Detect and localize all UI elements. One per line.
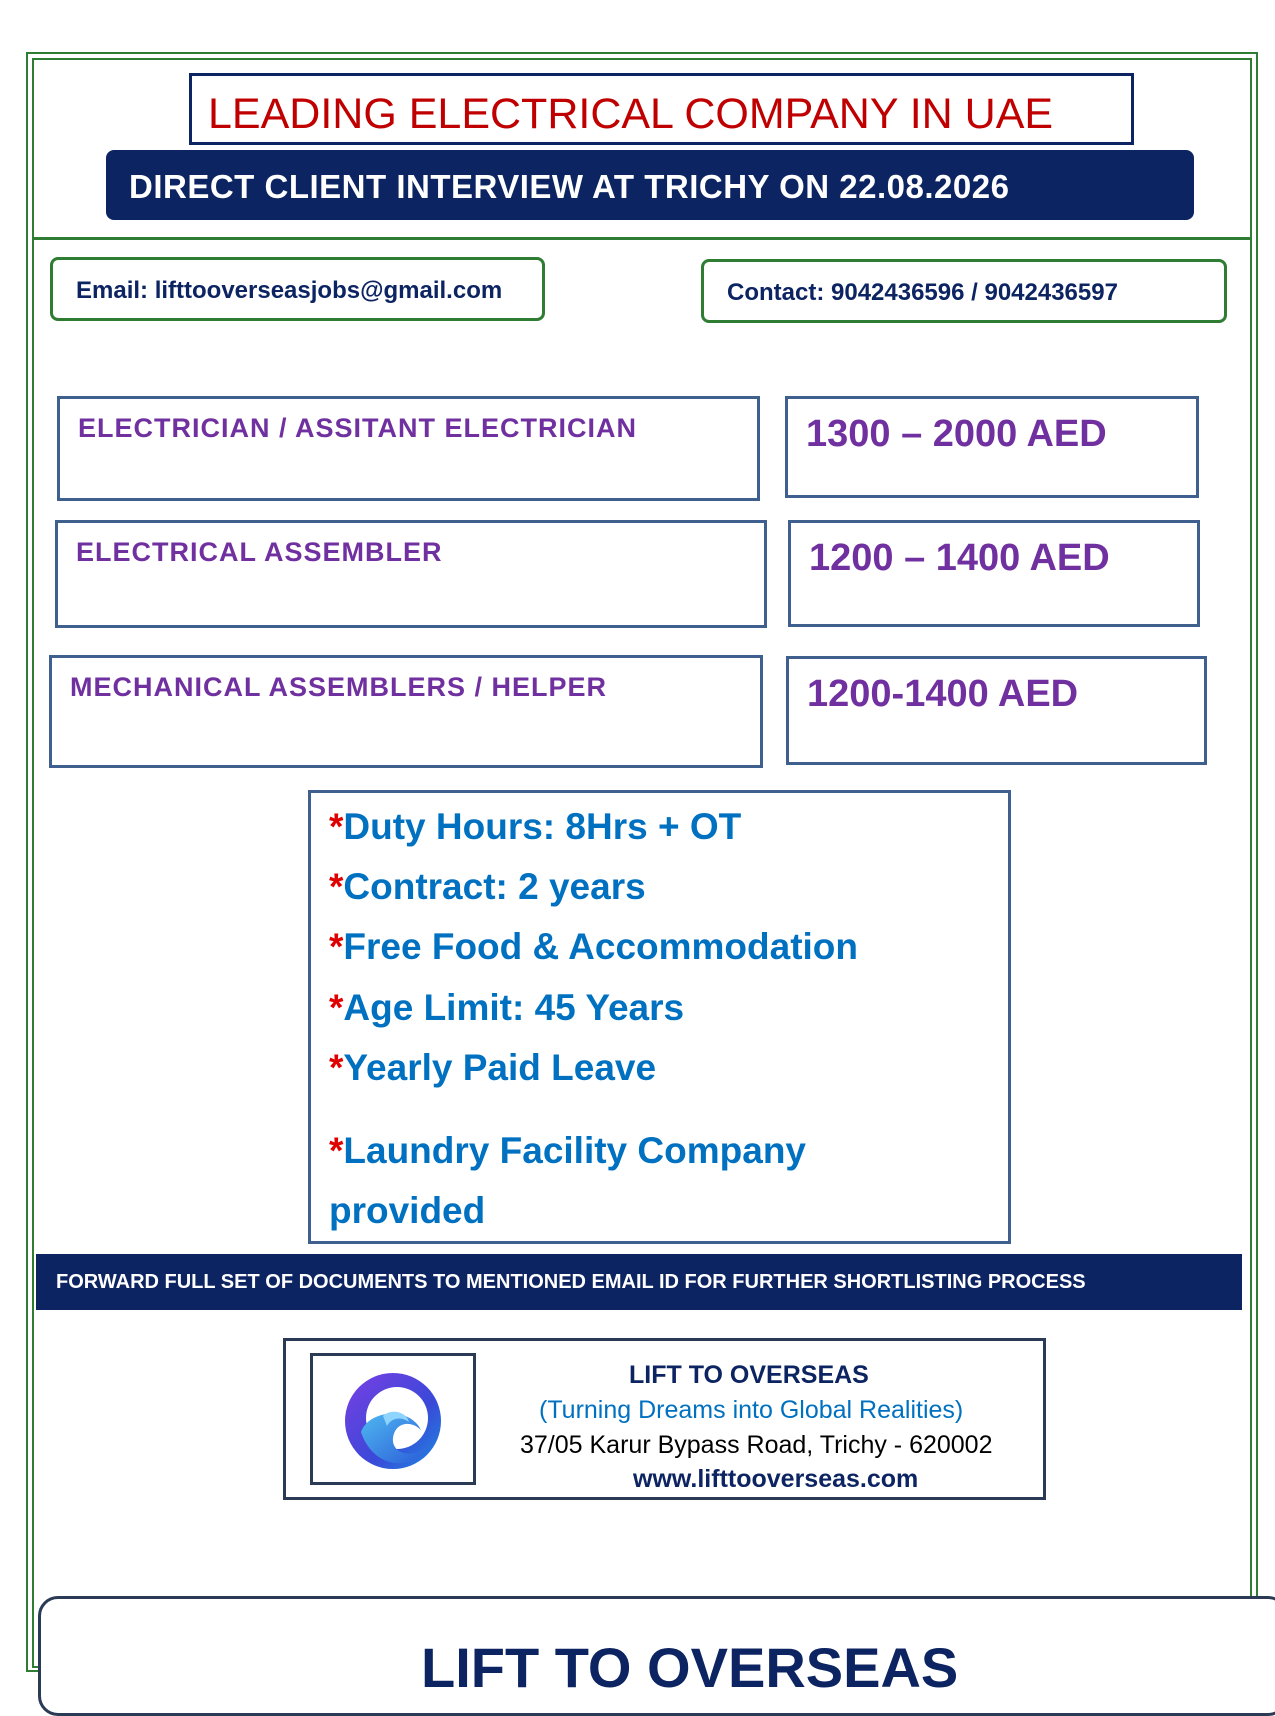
footer-company-name: LIFT TO OVERSEAS xyxy=(629,1361,869,1389)
logo-frame xyxy=(310,1353,476,1485)
benefit-contract: *Contract: 2 years xyxy=(329,866,646,907)
footer-address: 37/05 Karur Bypass Road, Trichy - 620002 xyxy=(520,1431,993,1459)
interview-banner xyxy=(106,150,1194,220)
email-box xyxy=(50,257,545,321)
benefit-food: *Free Food & Accommodation xyxy=(329,926,859,967)
interview-text: DIRECT CLIENT INTERVIEW AT TRICHY ON 22.08.2026 xyxy=(129,168,1010,205)
benefit-age: *Age Limit: 45 Years xyxy=(329,987,685,1028)
benefit-laundry-cont: provided xyxy=(329,1190,486,1231)
salary-3: 1200-1400 AED xyxy=(807,673,1079,715)
job-title-1: ELECTRICIAN / ASSITANT ELECTRICIAN xyxy=(78,413,637,443)
benefit-duty-hours: *Duty Hours: 8Hrs + OT xyxy=(329,806,742,847)
benefit-leave: *Yearly Paid Leave xyxy=(329,1047,657,1088)
company-title: LEADING ELECTRICAL COMPANY IN UAE xyxy=(208,90,1054,138)
salary-1: 1300 – 2000 AED xyxy=(806,413,1107,455)
next-page-title: LIFT TO OVERSEAS xyxy=(421,1636,959,1699)
phone-box xyxy=(701,259,1227,323)
job-title-3: MECHANICAL ASSEMBLERS / HELPER xyxy=(70,672,608,702)
job-title-2: ELECTRICAL ASSEMBLER xyxy=(76,537,443,567)
next-page-card xyxy=(38,1596,1275,1716)
footer-tagline: (Turning Dreams into Global Realities) xyxy=(539,1396,964,1424)
phone-text[interactable]: Contact: 9042436596 / 9042436597 xyxy=(727,279,1118,306)
salary-box-2 xyxy=(788,520,1200,627)
job-title-box-2 xyxy=(55,520,767,628)
benefits-box xyxy=(308,790,1011,1244)
forward-text: FORWARD FULL SET OF DOCUMENTS TO MENTIONED EMAIL ID FOR FURTHER SHORTLISTING PROCESS xyxy=(56,1271,1086,1293)
job-title-box-1 xyxy=(57,396,760,501)
forward-banner xyxy=(36,1254,1242,1310)
salary-box-3 xyxy=(786,656,1207,765)
company-card xyxy=(283,1338,1046,1500)
company-title-box xyxy=(189,73,1134,145)
email-text[interactable]: Email: lifttooverseasjobs@gmail.com xyxy=(76,277,503,304)
footer-website[interactable]: www.lifttooverseas.com xyxy=(633,1465,919,1493)
header-divider xyxy=(32,237,1252,240)
salary-box-1 xyxy=(785,396,1199,498)
swirl-logo-icon xyxy=(313,1356,473,1482)
benefit-laundry: *Laundry Facility Company xyxy=(329,1130,806,1171)
job-title-box-3 xyxy=(49,655,763,768)
salary-2: 1200 – 1400 AED xyxy=(809,537,1110,579)
